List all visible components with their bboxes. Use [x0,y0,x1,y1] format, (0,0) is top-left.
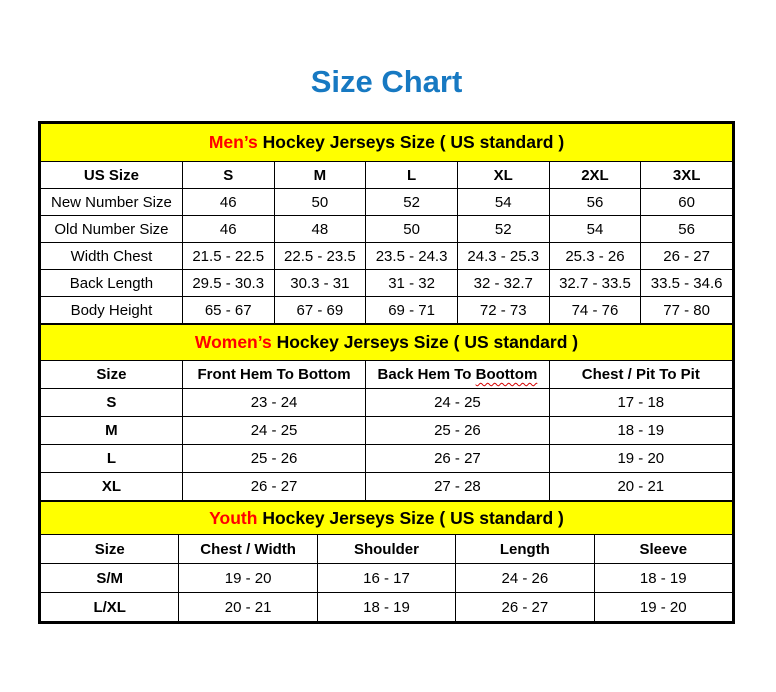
size-value-cell: 20 - 21 [179,593,317,622]
size-value-cell: 19 - 20 [594,593,732,622]
size-value-cell: 52 [366,189,458,216]
page-title: Size Chart [310,64,463,99]
column-header: M [274,162,366,189]
table-row [41,297,733,324]
size-value-cell: 26 - 27 [366,445,549,473]
column-header: Size [41,361,183,389]
size-value-cell: 18 - 19 [594,564,732,593]
size-value-cell: 27 - 28 [366,473,549,501]
row-label: S [41,389,183,417]
row-label: S/M [41,564,179,593]
size-value-cell: 25.3 - 26 [549,243,641,270]
womens-highlight: Women’s [194,332,272,352]
mens-header-row [41,162,733,189]
row-label: New Number Size [41,189,183,216]
size-value-cell: 23.5 - 24.3 [366,243,458,270]
size-value-cell: 25 - 26 [182,445,365,473]
size-value-cell: 31 - 32 [366,270,458,297]
table-row [41,445,733,473]
column-header: L [366,162,458,189]
size-value-cell: 50 [366,216,458,243]
column-header: Shoulder [317,535,455,564]
size-value-cell: 18 - 19 [317,593,455,622]
youth-header-row [41,535,733,564]
row-label: L/XL [41,593,179,622]
size-value-cell: 77 - 80 [641,297,733,324]
row-label: Width Chest [41,243,183,270]
youth-highlight: Youth [209,507,258,528]
size-value-cell: 32 - 32.7 [457,270,549,297]
womens-title-rest: Hockey Jerseys Size ( US standard ) [276,332,579,352]
size-value-cell: 72 - 73 [457,297,549,324]
size-value-cell: 25 - 26 [366,417,549,445]
row-label: Old Number Size [41,216,183,243]
column-header: Length [456,535,594,564]
row-label: L [41,445,183,473]
size-value-cell: 24.3 - 25.3 [457,243,549,270]
column-header: US Size [41,162,183,189]
column-header: Chest / Pit To Pit [549,361,732,389]
mens-section-band [41,124,733,162]
youth-title-rest: Hockey Jerseys Size ( US standard ) [262,507,564,528]
mens-section-title [41,124,733,162]
size-value-cell: 54 [457,189,549,216]
size-value-cell: 56 [549,189,641,216]
table-row [41,216,733,243]
size-value-cell: 48 [274,216,366,243]
column-header: 2XL [549,162,641,189]
row-label: M [41,417,183,445]
size-value-cell: 24 - 25 [366,389,549,417]
table-row [41,270,733,297]
size-value-cell: 19 - 20 [549,445,732,473]
mens-size-table [40,123,733,324]
size-value-cell: 46 [182,216,274,243]
mens-title-rest: Hockey Jerseys Size ( US standard ) [262,132,565,152]
size-value-cell: 23 - 24 [182,389,365,417]
size-value-cell: 52 [457,216,549,243]
table-row [41,593,733,622]
size-value-cell: 50 [274,189,366,216]
table-row [41,417,733,445]
size-value-cell: 26 - 27 [456,593,594,622]
size-value-cell: 65 - 67 [182,297,274,324]
womens-section-band [41,325,733,361]
size-value-cell: 56 [641,216,733,243]
size-value-cell: 60 [641,189,733,216]
row-label: Back Length [41,270,183,297]
table-row [41,564,733,593]
size-value-cell: 24 - 26 [456,564,594,593]
size-value-cell: 20 - 21 [549,473,732,501]
size-value-cell: 54 [549,216,641,243]
womens-section-title [41,325,733,361]
size-value-cell: 74 - 76 [549,297,641,324]
table-row [41,189,733,216]
size-value-cell: 67 - 69 [274,297,366,324]
row-label: XL [41,473,183,501]
column-header: Sleeve [594,535,732,564]
column-header: 3XL [641,162,733,189]
column-header: Front Hem To Bottom [182,361,365,389]
womens-size-table [40,324,733,501]
youth-section-title [41,502,733,535]
column-header: S [182,162,274,189]
size-value-cell: 33.5 - 34.6 [641,270,733,297]
table-row [41,389,733,417]
column-header-text: Back Hem To [377,366,472,383]
youth-section-band [41,502,733,535]
column-header [366,361,549,389]
size-value-cell: 22.5 - 23.5 [274,243,366,270]
size-value-cell: 17 - 18 [549,389,732,417]
size-value-cell: 19 - 20 [179,564,317,593]
size-value-cell: 26 - 27 [641,243,733,270]
column-header: Size [41,535,179,564]
size-value-cell: 32.7 - 33.5 [549,270,641,297]
size-value-cell: 69 - 71 [366,297,458,324]
row-label: Body Height [41,297,183,324]
size-value-cell: 21.5 - 22.5 [182,243,274,270]
column-header: XL [457,162,549,189]
mens-highlight: Men’s [208,132,258,152]
size-value-cell: 16 - 17 [317,564,455,593]
misspelled-word: Boottom [475,366,538,383]
size-value-cell: 24 - 25 [182,417,365,445]
size-value-cell: 30.3 - 31 [274,270,366,297]
size-chart-tables [38,121,735,624]
size-value-cell: 18 - 19 [549,417,732,445]
size-value-cell: 46 [182,189,274,216]
column-header: Chest / Width [179,535,317,564]
size-value-cell: 26 - 27 [182,473,365,501]
womens-header-row [41,361,733,389]
youth-size-table [40,501,733,622]
table-row [41,473,733,501]
table-row [41,243,733,270]
size-value-cell: 29.5 - 30.3 [182,270,274,297]
